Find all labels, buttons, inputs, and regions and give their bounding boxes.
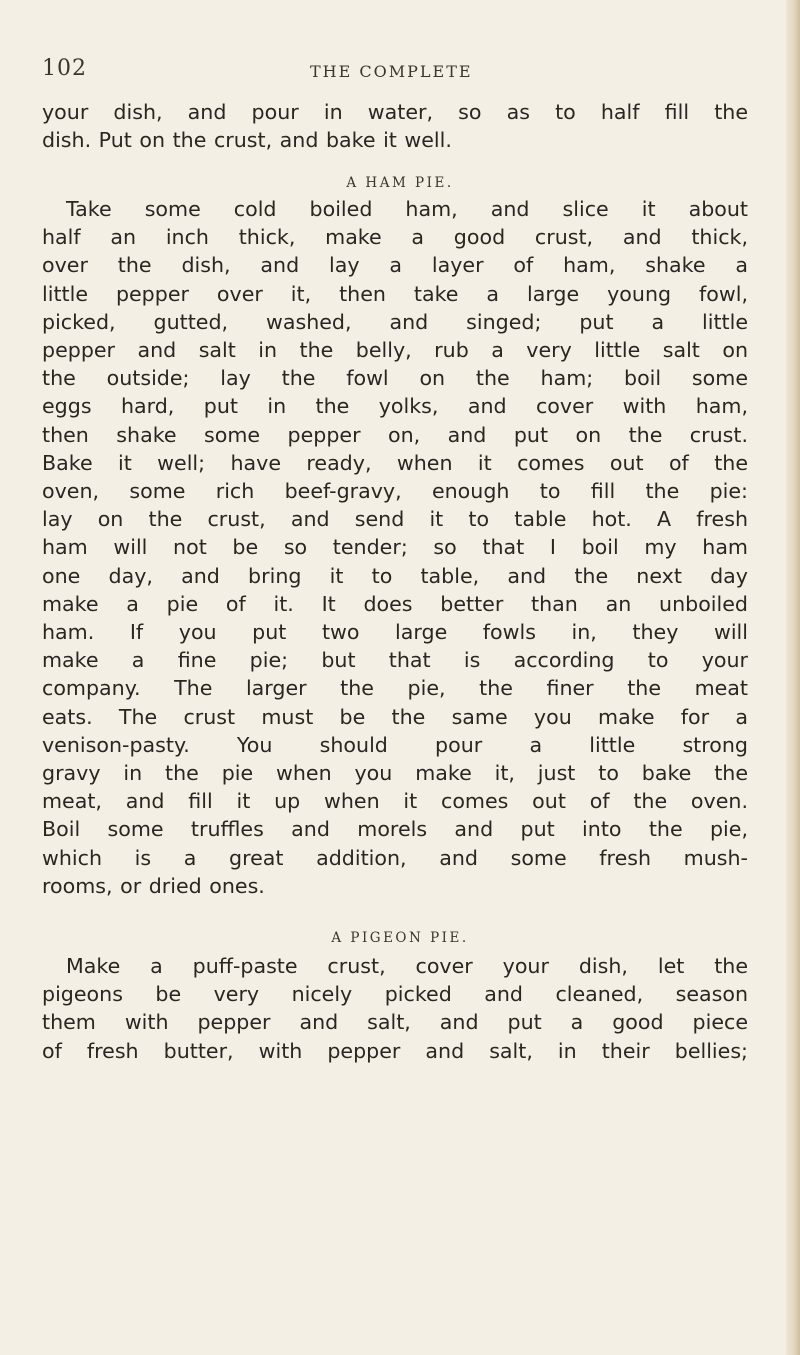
text-line: Take some cold boiled ham, and slice it about	[66, 197, 748, 221]
text-line: Bake it well; have ready, when it comes out of the	[42, 450, 748, 475]
section-title-pigeon-pie: A PIGEON PIE.	[331, 930, 469, 946]
text-line: them with pepper and salt, and put a good piece	[42, 1010, 748, 1035]
ham-pie-paragraph	[42, 195, 748, 900]
text-line: Make a puff-paste crust, cover your dish, let the	[66, 954, 748, 978]
text-line: your dish, and pour in water, so as to half fill the	[42, 100, 748, 124]
page-number: 102	[42, 56, 87, 81]
text-line: rooms, or dried ones.	[42, 873, 265, 898]
text-line: make a pie of it. It does better than an unboiled	[42, 591, 748, 616]
page-header	[42, 56, 742, 88]
text-line: half an inch thick, make a good crust, and thick,	[42, 225, 748, 250]
text-line: dish. Put on the crust, and bake it well.	[42, 128, 452, 153]
text-line: ham will not be so tender; so that I boil my ham	[42, 535, 748, 560]
text-line: meat, and fill it up when it comes out of the oven.	[42, 789, 748, 814]
page-edge	[786, 0, 800, 1355]
text-line: gravy in the pie when you make it, just to bake the	[42, 761, 748, 786]
text-line: the outside; lay the fowl on the ham; boil some	[42, 366, 748, 391]
text-line: eggs hard, put in the yolks, and cover with ham,	[42, 394, 748, 419]
text-line: make a fine pie; but that is according to your	[42, 648, 748, 673]
text-line: little pepper over it, then take a large young fowl,	[42, 281, 748, 306]
text-line: then shake some pepper on, and put on the crust.	[42, 422, 748, 447]
text-line: over the dish, and lay a layer of ham, shake a	[42, 253, 748, 278]
text-line: company. The larger the pie, the finer the meat	[42, 676, 748, 701]
text-line: picked, gutted, washed, and singed; put a little	[42, 309, 748, 334]
text-line: which is a great addition, and some fresh mush-	[42, 845, 748, 870]
opening-paragraph	[42, 98, 748, 154]
text-line: of fresh butter, with pepper and salt, in their bellies;	[42, 1038, 748, 1063]
text-line: Boil some truffles and morels and put into the pie,	[42, 817, 748, 842]
text-line: one day, and bring it to table, and the next day	[42, 563, 748, 588]
text-line: eats. The crust must be the same you make for a	[42, 704, 748, 729]
section-title-ham-pie: A HAM PIE.	[346, 175, 454, 191]
text-line: venison-pasty. You should pour a little strong	[42, 732, 748, 757]
text-line: pepper and salt in the belly, rub a very little salt on	[42, 338, 748, 363]
pigeon-pie-paragraph	[42, 952, 748, 1065]
text-line: pigeons be very nicely picked and cleaned, season	[42, 982, 748, 1007]
text-line: ham. If you put two large fowls in, they will	[42, 620, 748, 645]
running-head: THE COMPLETE	[310, 62, 473, 81]
text-line: oven, some rich beef-gravy, enough to fill the pie:	[42, 479, 748, 504]
text-line: lay on the crust, and send it to table hot. A fresh	[42, 507, 748, 532]
